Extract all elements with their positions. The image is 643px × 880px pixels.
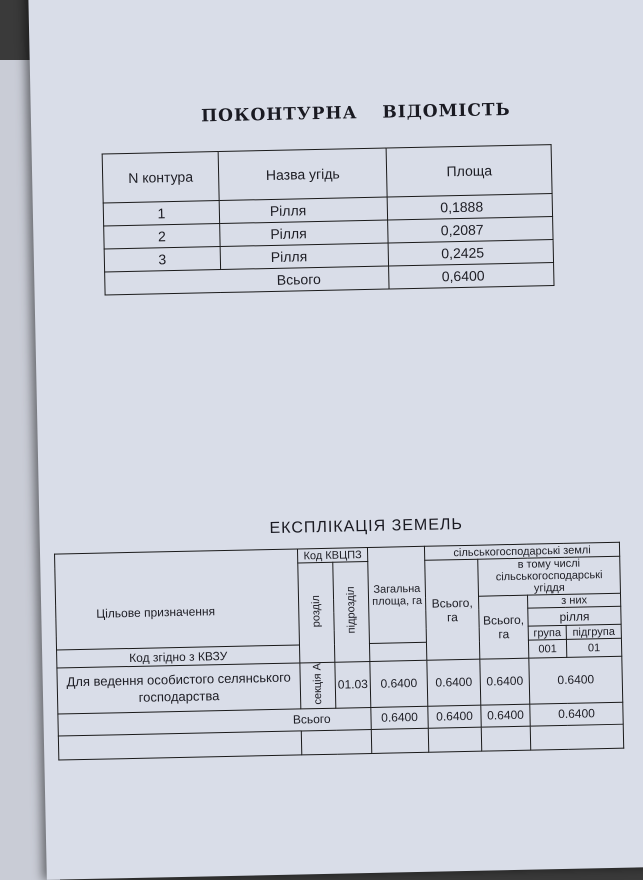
subsection-value: 01.03 (335, 661, 371, 707)
header-subsection: підрозділ (344, 586, 358, 634)
header-purpose: Цільове призначення (55, 549, 300, 650)
explication-total-label: Всього (58, 707, 371, 736)
header-section: розділ (309, 594, 323, 628)
contour-no: 2 (104, 224, 220, 249)
header-kvtspz: Код КВЦПЗ (297, 548, 367, 563)
including-total-value: 0.6400 (480, 658, 530, 705)
header-kvzu-code: Код згідно з КВЗУ (57, 645, 300, 668)
area-value: 0,2425 (389, 240, 554, 266)
agri-total-value: 0.6400 (427, 659, 481, 706)
header-including: в тому числі сільськогосподарські угіддя (478, 556, 621, 596)
header-group: група (528, 625, 566, 640)
header-including-total: Всього, га (479, 595, 529, 659)
contour-table (102, 144, 555, 295)
total-label: Всього (221, 266, 390, 293)
total-area: 0,6400 (389, 263, 554, 289)
purpose-value: Для ведення особистого селянського господарства (57, 663, 301, 714)
header-agri-land: сільськогосподарські землі (424, 542, 619, 560)
total-area-value: 0.6400 (370, 660, 428, 707)
land-name: Рілля (220, 243, 389, 270)
total-area-total: 0.6400 (371, 706, 428, 729)
contour-no: 1 (103, 201, 219, 226)
header-land-name: Назва угідь (218, 148, 387, 201)
area-value: 0,2087 (388, 217, 553, 243)
subgroup-code: 01 (566, 638, 621, 657)
header-contour-no: N контура (102, 152, 219, 203)
area-value: 0,1888 (388, 194, 553, 220)
group-code: 001 (528, 639, 566, 658)
header-arable: рілля (528, 606, 621, 626)
section-value: секція А (311, 662, 325, 705)
header-agri-total: Всього, га (425, 559, 480, 660)
document-page (28, 0, 643, 880)
land-name: Рілля (220, 220, 389, 247)
header-subgroup: підгрупа (566, 624, 621, 639)
explication-table (54, 542, 624, 760)
header-of-which: з них (528, 593, 621, 608)
explication-title: ЕКСПЛІКАЦІЯ ЗЕМЕЛЬ (269, 516, 464, 538)
including-total-total: 0.6400 (481, 704, 530, 727)
header-total-area: Загальна площа, га (367, 546, 426, 643)
header-area: Площа (387, 145, 553, 197)
agri-total-total: 0.6400 (428, 705, 481, 728)
arable-total: 0.6400 (530, 702, 623, 726)
contour-no: 3 (104, 247, 220, 272)
contour-statement-title: ПОКОНТУРНА ВІДОМІСТЬ (200, 99, 511, 127)
arable-value: 0.6400 (529, 656, 623, 703)
land-name: Рілля (219, 197, 388, 224)
